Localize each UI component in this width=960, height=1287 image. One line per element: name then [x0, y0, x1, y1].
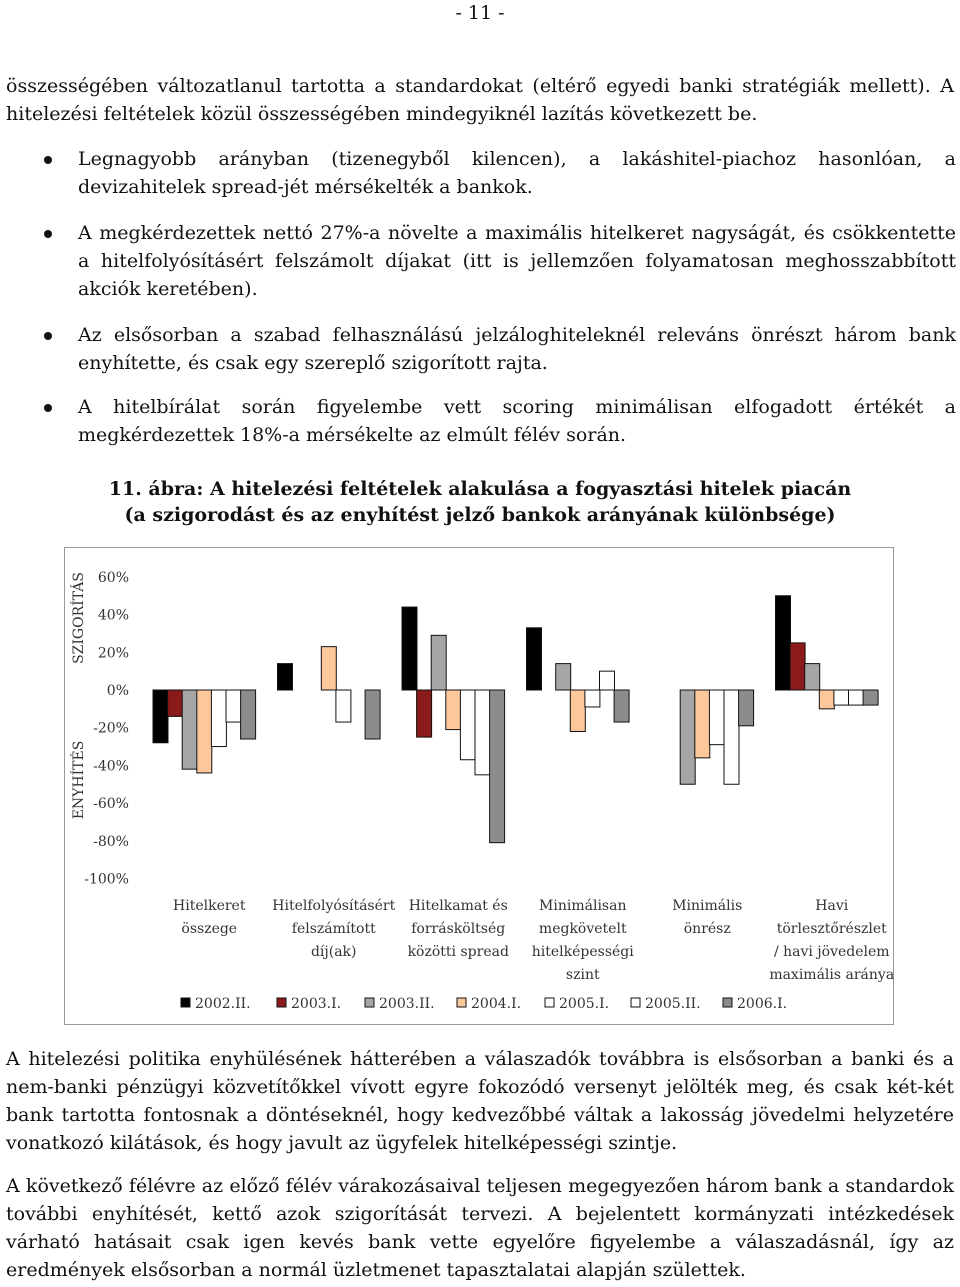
y-tick-label: 0% [106, 683, 129, 699]
category-label: Havi [815, 898, 849, 914]
legend-swatch [277, 998, 286, 1007]
category-label: Hitelkamat és [408, 898, 508, 914]
bullet-item: A megkérdezettek nettó 27%-a növelte a maximális hitelkeret nagyságát, és csökkentette a hitelfolyósításért felszámolt díjakat (itt is jellemzően folyamatosan meghosszabbított akciók keretében). [78, 222, 956, 300]
bar [460, 690, 475, 760]
bar [790, 643, 805, 690]
bar [570, 690, 585, 731]
bar [709, 690, 724, 745]
legend-swatch [365, 998, 374, 1007]
y-tick-label: -80% [93, 833, 129, 850]
category-label: Hitelfolyósításért [272, 898, 396, 914]
legend-swatch [181, 998, 190, 1007]
bar [402, 607, 417, 690]
legend-label: 2004.I. [471, 996, 522, 1012]
bar [724, 690, 739, 784]
y-tick-label: 40% [97, 607, 129, 624]
bullet-dot [44, 332, 52, 340]
bar [527, 628, 542, 690]
category-label: összege [181, 921, 238, 937]
bar [197, 690, 212, 773]
category-label: / havi jövedelem [773, 944, 890, 960]
legend-label: 2003.II. [379, 996, 435, 1012]
category-label: törlesztőrészlet [776, 921, 887, 937]
legend-label: 2005.II. [645, 996, 701, 1012]
figure-caption-title: 11. ábra: A hitelezési feltételek alakulása a fogyasztási hitelek piacán [108, 478, 852, 500]
category-label: szint [565, 967, 600, 983]
bar [321, 647, 336, 690]
category-labels [173, 898, 894, 983]
category-label: Minimális [672, 898, 743, 914]
category-label: közötti spread [407, 944, 509, 960]
y-tick-label: -20% [93, 720, 129, 737]
bullet-dot [44, 230, 52, 238]
y-axis-label-positive: SZIGORÍTÁS [71, 572, 87, 664]
category-label: hitelképességi [531, 944, 634, 960]
bar [417, 690, 432, 737]
bar [680, 690, 695, 784]
y-tick-label: 60% [97, 569, 129, 586]
bar [614, 690, 629, 722]
bar [182, 690, 197, 769]
bar [226, 690, 241, 722]
page-number: - 11 - [455, 2, 505, 24]
y-tick-label: 20% [97, 645, 129, 662]
bar [863, 690, 878, 705]
bar [805, 664, 820, 690]
y-tick-label: -40% [93, 758, 129, 775]
legend [181, 996, 787, 1012]
chart-svg [65, 548, 895, 1026]
bar [739, 690, 754, 726]
figure-caption-subtitle: (a szigorodást és az enyhítést jelző bankok arányának különbsége) [124, 504, 836, 526]
category-label: díj(ak) [310, 944, 357, 960]
bar [490, 690, 505, 843]
legend-swatch [457, 998, 466, 1007]
legend-label: 2002.II. [195, 996, 251, 1012]
bullet-dot [44, 404, 52, 412]
bar [336, 690, 351, 722]
category-label: megkövetelt [538, 921, 627, 937]
bullet-item: A hitelbírálat során figyelembe vett scoring minimálisan elfogadott értékét a megkérdezettek 18%-a mérsékelte az elmúlt félév során. [78, 396, 956, 446]
bullet-item: Az elsősorban a szabad felhasználású jelzáloghiteleknél releváns önrészt három bank enyhítette, és csak egy szereplő szigorított rajta. [78, 324, 956, 374]
legend-swatch [631, 998, 640, 1007]
y-axis [84, 570, 129, 888]
bar [600, 671, 615, 690]
bar [446, 690, 461, 730]
category-label: önrész [683, 921, 731, 937]
bar [365, 690, 380, 739]
category-label: forrásköltség [411, 921, 506, 937]
bar [556, 664, 571, 690]
legend-swatch [723, 998, 732, 1007]
bar [153, 690, 168, 743]
bar [695, 690, 710, 758]
category-label: Minimálisan [539, 898, 627, 914]
y-axis-label-negative: ENYHÍTÉS [71, 740, 87, 820]
bar [585, 690, 600, 707]
category-label: maximális aránya [769, 967, 895, 983]
bar [819, 690, 834, 709]
bar [278, 664, 293, 690]
body-paragraph: A következő félévre az előző félév várakozásaival teljesen megegyezően három bank a standardok további enyhítését, kettő azok szigorítását tervezi. A bejelentett kormányzati intézkedések várható hatásait csak igen kevés bank vette egyelőre figyelembe a válaszadásnál, így az eredmények elsősorban a normál üzletmenet tapasztalatai alapján születtek. [6, 1175, 954, 1281]
bar [168, 690, 183, 716]
legend-label: 2003.I. [291, 996, 342, 1012]
legend-label: 2005.I. [559, 996, 610, 1012]
bar [241, 690, 256, 739]
y-tick-label: -100% [84, 871, 129, 888]
y-tick-label: -60% [93, 796, 129, 813]
bullet-item: Legnagyobb arányban (tizenegyből kilencen), a lakáshitel-piachoz hasonlóan, a devizahitelek spread-jét mérsékelték a bankok. [78, 148, 956, 198]
legend-swatch [545, 998, 554, 1007]
bullet-dot [44, 156, 52, 164]
legend-label: 2006.I. [737, 996, 788, 1012]
intro-paragraph: összességében változatlanul tartotta a standardokat (eltérő egyedi banki stratégiák mellett). A hitelezési feltételek közül összességében mindegyiknél lazítás következett be. [6, 75, 954, 125]
plot-area [153, 596, 878, 843]
bar [431, 635, 446, 690]
bar [834, 690, 849, 705]
bar [776, 596, 791, 690]
bar-chart [64, 547, 894, 1025]
bar [211, 690, 226, 747]
bar [475, 690, 490, 775]
category-label: Hitelkeret [173, 898, 246, 914]
category-label: felszámított [291, 921, 376, 937]
bar [849, 690, 864, 705]
body-paragraph: A hitelezési politika enyhülésének hátterében a válaszadók továbbra is elsősorban a banki és a nem-banki pénzügyi közvetítőkkel vívott egyre fokozódó versenyt jelölték meg, és csak két-két bank tartotta fontosnak a döntéseknél, hogy kedvezőbbé váltak a lakosság jövedelmi helyzetére vonatkozó kilátások, és hogy javult az ügyfelek hitelképességi szintje. [6, 1048, 954, 1154]
